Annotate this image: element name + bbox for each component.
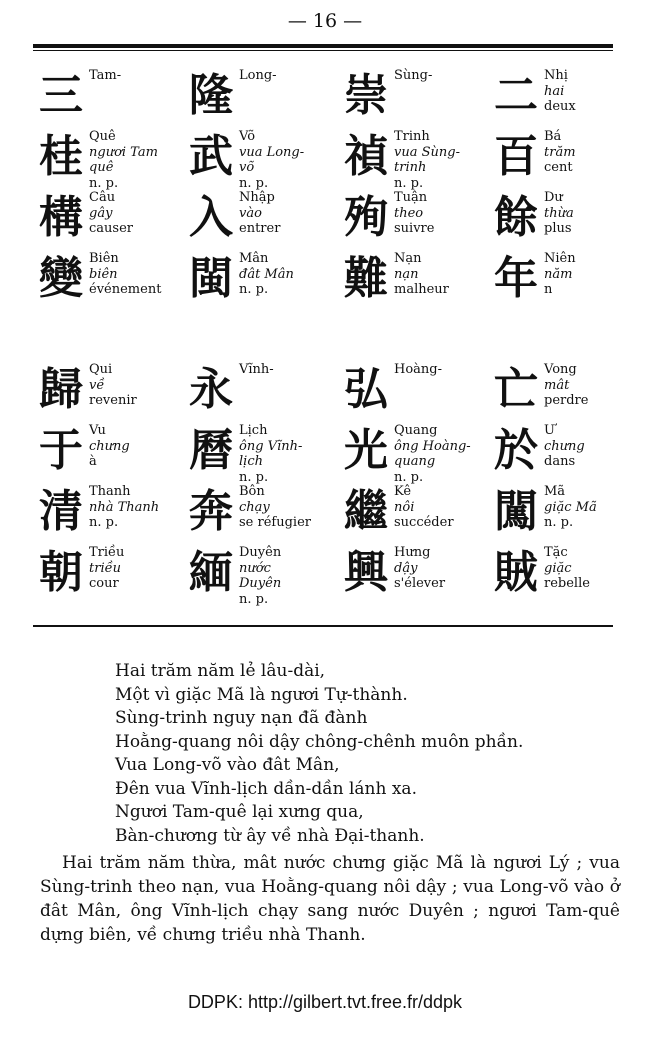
glossary-column bbox=[488, 362, 633, 606]
reading: Niên bbox=[544, 251, 576, 266]
gloss-text bbox=[394, 68, 484, 115]
vietnamese-gloss: vào bbox=[239, 205, 262, 221]
french-gloss: n. p. bbox=[394, 469, 424, 485]
gloss-text bbox=[239, 251, 329, 298]
french-gloss: s'élever bbox=[394, 576, 446, 591]
glossary-entry bbox=[33, 68, 178, 129]
gloss-text bbox=[89, 484, 179, 531]
reading: Hoàng- bbox=[394, 362, 443, 377]
gloss-text bbox=[89, 423, 179, 470]
vietnamese-gloss: trăm bbox=[544, 144, 576, 160]
chinese-character: 興 bbox=[344, 547, 388, 598]
top-rule bbox=[33, 44, 613, 48]
chinese-character: 入 bbox=[189, 192, 233, 243]
french-gloss: n. p. bbox=[239, 175, 269, 191]
glossary-entry bbox=[338, 129, 483, 190]
vietnamese-gloss: nạn bbox=[394, 266, 419, 282]
french-gloss bbox=[239, 99, 329, 115]
chinese-character: 歸 bbox=[39, 364, 83, 415]
glossary-entry bbox=[183, 129, 328, 190]
glossary-entry bbox=[488, 545, 633, 606]
gloss-text bbox=[239, 484, 329, 531]
glossary-column bbox=[33, 362, 178, 606]
gloss-text bbox=[239, 129, 329, 191]
top-rule-thin bbox=[33, 50, 613, 51]
vietnamese-gloss: hai bbox=[544, 83, 565, 99]
vietnamese-gloss: vua Long- bbox=[239, 144, 305, 160]
chinese-character: 弘 bbox=[344, 364, 388, 415]
chinese-character: 禎 bbox=[344, 131, 388, 182]
reading: Mân bbox=[239, 251, 269, 266]
glossary-entry bbox=[183, 251, 328, 312]
gloss-text bbox=[394, 484, 484, 531]
gloss-text bbox=[394, 251, 484, 298]
french-gloss bbox=[89, 99, 179, 115]
gloss-text bbox=[239, 190, 329, 237]
french-gloss: entrer bbox=[239, 221, 281, 236]
french-gloss: n. p. bbox=[89, 515, 119, 530]
chinese-character: 餘 bbox=[494, 192, 538, 243]
vietnamese-gloss: vua Sùng- bbox=[394, 144, 460, 160]
gloss-text bbox=[544, 545, 634, 592]
french-gloss: causer bbox=[89, 221, 133, 236]
chinese-character: 難 bbox=[344, 253, 388, 304]
reading: Ư bbox=[544, 423, 555, 438]
vietnamese-gloss: gây bbox=[89, 205, 113, 221]
prose-paragraph: Hai trăm năm thừa, mât nước chưng giặc Mã là ngươi Lý ; vua Sùng-trinh theo nạn, vua Hoằng-quang nôi dậy ; vua Long-võ vào ở đât Mân, ông Vĩnh-lịch chạy sang nước Duyên ; ngươi Tam-quê dựng biên, về chưng triều nhà Thanh. bbox=[40, 853, 620, 945]
french-gloss: revenir bbox=[89, 393, 137, 408]
reading: Trinh bbox=[394, 129, 430, 144]
chinese-character: 亡 bbox=[494, 364, 538, 415]
glossary-entry bbox=[488, 68, 633, 129]
vietnamese-gloss: võ bbox=[239, 160, 255, 175]
gloss-text bbox=[89, 362, 179, 409]
chinese-character: 崇 bbox=[344, 70, 388, 121]
vietnamese-gloss: Duyên bbox=[239, 576, 282, 591]
vietnamese-gloss: mât bbox=[544, 377, 570, 393]
reading: Hưng bbox=[394, 545, 431, 560]
reading: Sùng- bbox=[394, 68, 433, 83]
vietnamese-gloss: giặc Mã bbox=[544, 499, 597, 515]
reading: Biên bbox=[89, 251, 119, 266]
verse-line: Hai trăm năm lẻ lâu-dài, bbox=[115, 661, 326, 681]
french-gloss: deux bbox=[544, 99, 576, 114]
reading: Dư bbox=[544, 190, 563, 205]
french-gloss: n. p. bbox=[544, 515, 574, 530]
glossary-column bbox=[183, 68, 328, 312]
vietnamese-gloss: thừa bbox=[544, 205, 574, 221]
chinese-character: 朝 bbox=[39, 547, 83, 598]
vietnamese-gloss: triều bbox=[89, 560, 121, 576]
french-gloss bbox=[239, 393, 329, 409]
glossary-entry bbox=[183, 545, 328, 606]
reading: Thanh bbox=[89, 484, 131, 499]
vietnamese-gloss: chưng bbox=[89, 438, 130, 454]
chinese-character: 武 bbox=[189, 131, 233, 182]
glossary-entry bbox=[488, 190, 633, 251]
chinese-character: 二 bbox=[494, 70, 538, 121]
reading: Vong bbox=[544, 362, 577, 377]
glossary-entry bbox=[183, 484, 328, 545]
vietnamese-gloss bbox=[394, 378, 484, 394]
gloss-text bbox=[394, 545, 484, 592]
vietnamese-gloss: năm bbox=[544, 266, 573, 282]
chinese-character: 年 bbox=[494, 253, 538, 304]
glossary-entry bbox=[338, 484, 483, 545]
gloss-text bbox=[544, 362, 634, 409]
vietnamese-gloss: nhà Thanh bbox=[89, 499, 160, 515]
reading: Duyên bbox=[239, 545, 282, 560]
chinese-character: 永 bbox=[189, 364, 233, 415]
glossary-entry bbox=[338, 190, 483, 251]
glossary-entry bbox=[338, 545, 483, 606]
reading: Bá bbox=[544, 129, 562, 144]
vietnamese-gloss bbox=[394, 84, 484, 100]
chinese-character: 光 bbox=[344, 425, 388, 476]
reading: Tặc bbox=[544, 545, 568, 560]
reading: Lịch bbox=[239, 423, 268, 438]
vietnamese-gloss: đât Mân bbox=[239, 266, 294, 282]
gloss-text bbox=[394, 423, 484, 485]
french-gloss: n. p. bbox=[239, 282, 269, 297]
glossary-entry bbox=[33, 423, 178, 484]
glossary-entry bbox=[338, 68, 483, 129]
french-gloss: rebelle bbox=[544, 576, 590, 591]
verse-line: Hoằng-quang nôi dậy chông-chênh muôn phần. bbox=[115, 731, 524, 752]
reading: Câu bbox=[89, 190, 116, 205]
reading: Nạn bbox=[394, 251, 422, 266]
glossary-entry bbox=[488, 484, 633, 545]
vietnamese-gloss: lịch bbox=[239, 454, 263, 469]
chinese-character: 于 bbox=[39, 425, 83, 476]
glossary-entry bbox=[183, 362, 328, 423]
vietnamese-gloss: ngươi Tam bbox=[89, 144, 158, 160]
vietnamese-gloss bbox=[239, 84, 329, 100]
glossary-entry bbox=[338, 251, 483, 312]
vietnamese-gloss: giặc bbox=[544, 560, 572, 576]
footer-source: DDPK: http://gilbert.tvt.free.fr/ddpk bbox=[187, 992, 463, 1012]
reading: Quê bbox=[89, 129, 116, 144]
chinese-character: 賊 bbox=[494, 547, 538, 598]
chinese-character: 清 bbox=[39, 486, 83, 537]
gloss-text bbox=[89, 251, 179, 298]
vietnamese-gloss: ông Hoàng- bbox=[394, 438, 471, 454]
glossary-entry bbox=[338, 362, 483, 423]
reading: Võ bbox=[239, 129, 256, 144]
french-gloss: événement bbox=[89, 282, 162, 297]
french-gloss: plus bbox=[544, 221, 572, 236]
reading: Nhị bbox=[544, 68, 568, 83]
reading: Bôn bbox=[239, 484, 265, 499]
verse-line: Ngươi Tam-quê lại xưng qua, bbox=[115, 802, 364, 822]
glossary-entry bbox=[183, 423, 328, 484]
glossary-entry bbox=[488, 251, 633, 312]
vietnamese-gloss bbox=[89, 84, 179, 100]
verse-line: Vua Long-võ vào đât Mân, bbox=[115, 755, 340, 775]
gloss-text bbox=[544, 423, 634, 470]
french-gloss: cour bbox=[89, 576, 119, 591]
reading: Tam- bbox=[89, 68, 122, 83]
french-gloss: succéder bbox=[394, 515, 454, 530]
reading: Tuận bbox=[394, 190, 428, 205]
gloss-text bbox=[89, 129, 179, 191]
vietnamese-gloss: trinh bbox=[394, 160, 427, 175]
chinese-character: 桂 bbox=[39, 131, 83, 182]
french-gloss: se réfugier bbox=[239, 515, 311, 530]
reading: Vĩnh- bbox=[239, 362, 274, 377]
glossary-entry bbox=[33, 251, 178, 312]
vietnamese-gloss bbox=[239, 378, 329, 394]
gloss-text bbox=[394, 129, 484, 191]
glossary-entry bbox=[183, 68, 328, 129]
reading: Nhập bbox=[239, 190, 275, 205]
french-gloss bbox=[394, 99, 484, 115]
french-gloss: n. p. bbox=[239, 591, 269, 607]
chinese-character: 曆 bbox=[189, 425, 233, 476]
glossary-entry bbox=[33, 190, 178, 251]
vietnamese-gloss: chưng bbox=[544, 438, 585, 454]
chinese-character: 緬 bbox=[189, 547, 233, 598]
glossary-column bbox=[338, 362, 483, 606]
chinese-character: 繼 bbox=[344, 486, 388, 537]
prose-translation bbox=[40, 851, 620, 947]
verse-line: Sùng-trinh nguy nạn đã đành bbox=[115, 708, 368, 728]
glossary-entry bbox=[33, 484, 178, 545]
french-gloss: cent bbox=[544, 160, 573, 175]
glossary-entry bbox=[488, 129, 633, 190]
glossary-entry bbox=[488, 423, 633, 484]
french-gloss: n bbox=[544, 282, 553, 297]
chinese-character: 闖 bbox=[494, 486, 538, 537]
gloss-text bbox=[544, 190, 634, 237]
verse-line: Một vì giặc Mã là ngươi Tự-thành. bbox=[115, 684, 408, 705]
vietnamese-gloss: quang bbox=[394, 454, 436, 469]
gloss-text bbox=[544, 251, 634, 298]
gloss-text bbox=[544, 129, 634, 176]
gloss-text bbox=[239, 545, 329, 607]
glossary-column bbox=[183, 362, 328, 606]
glossary-entry bbox=[338, 423, 483, 484]
gloss-text bbox=[239, 362, 329, 409]
gloss-text bbox=[239, 423, 329, 485]
reading: Triều bbox=[89, 545, 125, 560]
glossary-column bbox=[338, 68, 483, 312]
chinese-character: 百 bbox=[494, 131, 538, 182]
chinese-character: 構 bbox=[39, 192, 83, 243]
reading: Long- bbox=[239, 68, 277, 83]
gloss-text bbox=[89, 545, 179, 592]
verse-line: Bàn-chương từ ây về nhà Đại-thanh. bbox=[115, 825, 425, 846]
gloss-text bbox=[544, 68, 634, 115]
section-divider bbox=[33, 625, 613, 627]
vietnamese-gloss: biên bbox=[89, 266, 118, 282]
reading: Qui bbox=[89, 362, 113, 377]
french-gloss: malheur bbox=[394, 282, 449, 297]
chinese-character: 閩 bbox=[189, 253, 233, 304]
vietnamese-gloss: dậy bbox=[394, 560, 418, 576]
verse-line: Đên vua Vĩnh-lịch dần-dần lánh xa. bbox=[115, 778, 417, 799]
french-gloss: suivre bbox=[394, 221, 435, 236]
reading: Kê bbox=[394, 484, 412, 499]
chinese-character: 奔 bbox=[189, 486, 233, 537]
glossary-entry bbox=[33, 545, 178, 606]
reading: Vu bbox=[89, 423, 106, 438]
gloss-text bbox=[394, 190, 484, 237]
vietnamese-gloss: chạy bbox=[239, 499, 270, 515]
gloss-text bbox=[89, 68, 179, 115]
reading: Quang bbox=[394, 423, 438, 438]
vietnamese-gloss: ông Vĩnh- bbox=[239, 438, 303, 454]
gloss-text bbox=[89, 190, 179, 237]
glossary-column bbox=[33, 68, 178, 312]
vietnamese-gloss: nước bbox=[239, 560, 271, 576]
page-number: — 16 — bbox=[287, 10, 363, 32]
glossary-entry bbox=[33, 129, 178, 190]
french-gloss: n. p. bbox=[89, 175, 119, 191]
chinese-character: 變 bbox=[39, 253, 83, 304]
gloss-text bbox=[394, 362, 484, 409]
french-gloss bbox=[394, 393, 484, 409]
french-gloss: dans bbox=[544, 454, 576, 469]
glossary-entry bbox=[33, 362, 178, 423]
glossary-entry bbox=[488, 362, 633, 423]
vietnamese-gloss: quê bbox=[89, 160, 114, 175]
glossary-column bbox=[488, 68, 633, 312]
gloss-text bbox=[239, 68, 329, 115]
vietnamese-gloss: nôi bbox=[394, 499, 415, 515]
french-gloss: à bbox=[89, 454, 97, 469]
verse bbox=[115, 660, 523, 848]
chinese-character: 於 bbox=[494, 425, 538, 476]
vietnamese-gloss: về bbox=[89, 377, 105, 393]
french-gloss: perdre bbox=[544, 393, 589, 408]
french-gloss: n. p. bbox=[394, 175, 424, 191]
chinese-character: 隆 bbox=[189, 70, 233, 121]
chinese-character: 三 bbox=[39, 70, 83, 121]
reading: Mã bbox=[544, 484, 566, 499]
french-gloss: n. p. bbox=[239, 469, 269, 485]
glossary-entry bbox=[183, 190, 328, 251]
gloss-text bbox=[544, 484, 634, 531]
chinese-character: 殉 bbox=[344, 192, 388, 243]
vietnamese-gloss: theo bbox=[394, 205, 424, 221]
